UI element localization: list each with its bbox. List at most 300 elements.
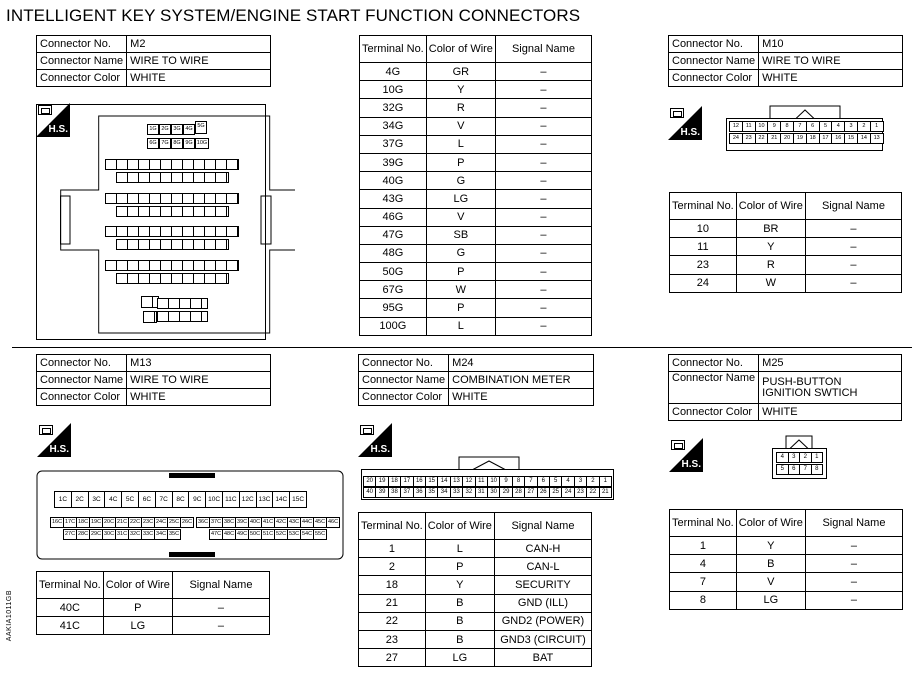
terminal-cavity: 1 xyxy=(870,121,884,132)
terminal-cavity: 10G xyxy=(195,138,209,149)
wire-color-cell: L xyxy=(426,317,495,335)
m2-no: M2 xyxy=(127,36,271,53)
terminal-row xyxy=(359,558,592,576)
terminal-cavity: 40C xyxy=(248,517,262,528)
signal-name-cell: – xyxy=(495,317,591,335)
terminal-cavity: 8 xyxy=(811,464,824,475)
terminal-no-cell: 95G xyxy=(360,299,427,317)
terminal-row xyxy=(360,135,592,153)
terminal-row xyxy=(359,576,592,594)
terminal-cavity-block xyxy=(116,239,229,250)
terminal-cavity: 6 xyxy=(537,476,550,487)
wire-color-cell: BR xyxy=(736,220,805,238)
terminal-cavity: 22 xyxy=(586,487,599,498)
hs-icon: H.S. xyxy=(37,423,71,457)
terminal-row xyxy=(670,220,902,238)
label-connector-color: Connector Color xyxy=(669,404,759,421)
terminal-cavity: 55C xyxy=(313,529,327,540)
terminal-cavity: 32 xyxy=(462,487,475,498)
terminal-cavity: 14 xyxy=(857,133,871,144)
terminal-row xyxy=(360,208,592,226)
terminal-cavity: 11 xyxy=(742,121,756,132)
header-color-of-wire: Color of Wire xyxy=(736,510,805,537)
m24-terminal-table xyxy=(358,512,592,667)
wire-color-cell: P xyxy=(426,263,495,281)
terminal-cavity: 33 xyxy=(450,487,463,498)
terminal-cavity: 3C xyxy=(88,491,106,508)
header-terminal-no: Terminal No. xyxy=(37,572,104,599)
terminal-cavity-block xyxy=(116,172,229,183)
terminal-row xyxy=(360,63,592,81)
terminal-cavity: 29 xyxy=(499,487,512,498)
terminal-no-cell: 11 xyxy=(670,238,737,256)
header-terminal-no: Terminal No. xyxy=(670,510,737,537)
hs-icon: H.S. xyxy=(668,106,702,140)
m25-name xyxy=(759,372,902,404)
signal-name-cell: – xyxy=(495,135,591,153)
m2-terminal-table xyxy=(359,35,592,336)
terminal-cavity: 8C xyxy=(172,491,190,508)
wire-color-cell: V xyxy=(426,117,495,135)
terminal-row xyxy=(359,649,592,667)
terminal-cavity: 3 xyxy=(788,452,801,463)
terminal-cavity: 6C xyxy=(138,491,156,508)
terminal-no-cell: 8 xyxy=(670,591,737,609)
terminal-cavity-block xyxy=(157,311,208,322)
terminal-cavity: 39C xyxy=(235,517,249,528)
m2-name: WIRE TO WIRE xyxy=(127,53,271,70)
terminal-no-cell: 47G xyxy=(360,226,427,244)
terminal-cavity: 34C xyxy=(154,529,168,540)
wire-color-cell: GR xyxy=(426,63,495,81)
m10-info-table xyxy=(668,35,903,87)
wire-color-cell: P xyxy=(426,299,495,317)
terminal-no-cell: 39G xyxy=(360,153,427,171)
terminal-cavity: 40 xyxy=(363,487,376,498)
terminal-cavity: 53C xyxy=(287,529,301,540)
terminal-cavity: 5 xyxy=(819,121,833,132)
terminal-cavity: 25C xyxy=(167,517,181,528)
terminal-cavity: 15C xyxy=(289,491,307,508)
signal-name-cell: – xyxy=(495,263,591,281)
label-connector-color: Connector Color xyxy=(37,389,127,406)
terminal-row xyxy=(360,226,592,244)
terminal-cavity: 33C xyxy=(141,529,155,540)
hs-icon: H.S. xyxy=(669,438,703,472)
m25-name-line2: IGNITION SWTICH xyxy=(762,386,858,399)
terminal-no-cell: 40G xyxy=(360,172,427,190)
terminal-no-cell: 18 xyxy=(359,576,426,594)
terminal-cavity: 1C xyxy=(54,491,72,508)
terminal-cavity: 4 xyxy=(776,452,789,463)
terminal-cavity: 18 xyxy=(806,133,820,144)
signal-name-cell: – xyxy=(495,226,591,244)
terminal-cavity: 47C xyxy=(209,529,223,540)
terminal-row xyxy=(360,117,592,135)
terminal-cavity: 13 xyxy=(450,476,463,487)
m25-info-table xyxy=(668,354,902,421)
terminal-cavity: 15 xyxy=(425,476,438,487)
signal-name-cell: BAT xyxy=(494,649,591,667)
terminal-cavity: 4G xyxy=(183,124,195,135)
terminal-row xyxy=(360,244,592,262)
wire-color-cell: Y xyxy=(736,238,805,256)
header-signal-name: Signal Name xyxy=(495,36,591,63)
terminal-cavity: 10 xyxy=(755,121,769,132)
wire-color-cell: R xyxy=(736,256,805,274)
terminal-cavity-block xyxy=(105,226,239,237)
terminal-cavity: 14C xyxy=(272,491,290,508)
terminal-cavity: 8 xyxy=(512,476,525,487)
signal-name-cell: – xyxy=(495,244,591,262)
hs-icon: H.S. xyxy=(36,103,70,137)
signal-name-cell: – xyxy=(805,274,901,292)
label-connector-name: Connector Name xyxy=(669,53,759,70)
terminal-cavity: 17C xyxy=(63,517,77,528)
terminal-row xyxy=(360,99,592,117)
terminal-no-cell: 34G xyxy=(360,117,427,135)
terminal-row xyxy=(37,599,270,617)
label-connector-no: Connector No. xyxy=(359,355,449,372)
terminal-cavity: 20C xyxy=(102,517,116,528)
terminal-cavity: 20 xyxy=(363,476,376,487)
wire-color-cell: LG xyxy=(736,591,805,609)
terminal-no-cell: 43G xyxy=(360,190,427,208)
hs-icon: H.S. xyxy=(358,423,392,457)
wire-color-cell: B xyxy=(425,612,494,630)
terminal-cavity: 2 xyxy=(799,452,812,463)
terminal-no-cell: 4G xyxy=(360,63,427,81)
terminal-cavity: 37 xyxy=(400,487,413,498)
terminal-row xyxy=(37,617,270,635)
terminal-no-cell: 1 xyxy=(670,537,737,555)
m13-connector-outline xyxy=(36,470,346,562)
label-connector-color: Connector Color xyxy=(37,70,127,87)
terminal-cavity: 3 xyxy=(574,476,587,487)
m24-info-table xyxy=(358,354,594,406)
terminal-row xyxy=(670,238,902,256)
terminal-cavity: 23C xyxy=(141,517,155,528)
terminal-cavity: 36 xyxy=(413,487,426,498)
signal-name-cell: – xyxy=(495,63,591,81)
terminal-cavity: 5 xyxy=(549,476,562,487)
wire-color-cell: Y xyxy=(425,576,494,594)
wire-color-cell: G xyxy=(426,244,495,262)
label-connector-no: Connector No. xyxy=(37,355,127,372)
terminal-row xyxy=(359,630,592,648)
header-signal-name: Signal Name xyxy=(805,510,902,537)
wire-color-cell: P xyxy=(103,599,172,617)
terminal-cavity: 5C xyxy=(121,491,139,508)
terminal-cavity: 19 xyxy=(375,476,388,487)
terminal-cavity: 45C xyxy=(313,517,327,528)
terminal-cavity: 4 xyxy=(831,121,845,132)
m10-terminal-table xyxy=(669,192,902,293)
label-connector-name: Connector Name xyxy=(37,53,127,70)
m13-color: WHITE xyxy=(127,389,271,406)
m13-terminal-table xyxy=(36,571,270,635)
terminal-cavity: 27C xyxy=(63,529,77,540)
signal-name-cell: – xyxy=(495,208,591,226)
terminal-row xyxy=(359,594,592,612)
terminal-cavity: 3G xyxy=(171,124,183,135)
m10-no: M10 xyxy=(759,36,903,53)
terminal-row xyxy=(670,537,903,555)
m13-name: WIRE TO WIRE xyxy=(127,372,271,389)
signal-name-cell: – xyxy=(495,299,591,317)
terminal-cavity: 23 xyxy=(742,133,756,144)
header-signal-name: Signal Name xyxy=(172,572,269,599)
wire-color-cell: W xyxy=(736,274,805,292)
terminal-no-cell: 21 xyxy=(359,594,426,612)
terminal-cavity: 5 xyxy=(776,464,789,475)
header-color-of-wire: Color of Wire xyxy=(425,513,494,540)
terminal-row xyxy=(670,555,903,573)
signal-name-cell: CAN-L xyxy=(494,558,591,576)
terminal-cavity: 32C xyxy=(128,529,142,540)
terminal-row xyxy=(670,573,903,591)
terminal-cavity: 12C xyxy=(239,491,257,508)
terminal-cavity: 6 xyxy=(788,464,801,475)
terminal-cavity: 24 xyxy=(561,487,574,498)
terminal-no-cell: 100G xyxy=(360,317,427,335)
terminal-cavity: 10C xyxy=(205,491,223,508)
wire-color-cell: L xyxy=(425,540,494,558)
terminal-cavity: 18 xyxy=(388,476,401,487)
terminal-cavity: 7C xyxy=(155,491,173,508)
signal-name-cell: – xyxy=(805,591,902,609)
terminal-cavity: 16C xyxy=(50,517,64,528)
terminal-cavity: 11C xyxy=(222,491,240,508)
terminal-no-cell: 40C xyxy=(37,599,104,617)
m24-color: WHITE xyxy=(449,389,594,406)
header-terminal-no: Terminal No. xyxy=(359,513,426,540)
terminal-cavity: 15 xyxy=(844,133,858,144)
terminal-cavity: 12 xyxy=(462,476,475,487)
terminal-cavity: 25 xyxy=(549,487,562,498)
terminal-cavity: 43C xyxy=(287,517,301,528)
terminal-cavity: 51C xyxy=(261,529,275,540)
wire-color-cell: Y xyxy=(736,537,805,555)
terminal-row xyxy=(359,612,592,630)
terminal-cavity: 31 xyxy=(475,487,488,498)
terminal-no-cell: 10 xyxy=(670,220,737,238)
wire-color-cell: LG xyxy=(426,190,495,208)
terminal-cavity: 28 xyxy=(512,487,525,498)
m10-name: WIRE TO WIRE xyxy=(759,53,903,70)
label-connector-name: Connector Name xyxy=(669,372,759,404)
terminal-cavity: 2G xyxy=(159,124,171,135)
header-color-of-wire: Color of Wire xyxy=(103,572,172,599)
header-signal-name: Signal Name xyxy=(494,513,591,540)
label-connector-no: Connector No. xyxy=(669,355,759,372)
terminal-cavity: 2 xyxy=(586,476,599,487)
terminal-cavity: 48C xyxy=(222,529,236,540)
terminal-row xyxy=(670,591,903,609)
terminal-no-cell: 2 xyxy=(359,558,426,576)
header-terminal-no: Terminal No. xyxy=(670,193,737,220)
terminal-no-cell: 46G xyxy=(360,208,427,226)
terminal-cavity: 49C xyxy=(235,529,249,540)
terminal-cavity: 39 xyxy=(375,487,388,498)
terminal-cavity: 42C xyxy=(274,517,288,528)
terminal-cavity: 30 xyxy=(487,487,500,498)
label-connector-name: Connector Name xyxy=(359,372,449,389)
signal-name-cell: – xyxy=(805,238,901,256)
terminal-cavity: 5G xyxy=(195,121,207,134)
terminal-cavity: 30C xyxy=(102,529,116,540)
terminal-cavity: 7 xyxy=(799,464,812,475)
terminal-cavity: 26C xyxy=(180,517,194,528)
signal-name-cell: CAN-H xyxy=(494,540,591,558)
terminal-cavity-block xyxy=(105,260,239,271)
terminal-cavity: 9 xyxy=(499,476,512,487)
terminal-cavity: 38C xyxy=(222,517,236,528)
terminal-cavity: 21 xyxy=(767,133,781,144)
terminal-cavity: 19C xyxy=(89,517,103,528)
m25-terminal-table xyxy=(669,509,903,610)
terminal-cavity-block xyxy=(116,206,229,217)
terminal-no-cell: 1 xyxy=(359,540,426,558)
terminal-cavity: 22 xyxy=(755,133,769,144)
terminal-cavity: 7 xyxy=(524,476,537,487)
terminal-row xyxy=(360,190,592,208)
terminal-cavity: 18C xyxy=(76,517,90,528)
header-terminal-no: Terminal No. xyxy=(360,36,427,63)
signal-name-cell: – xyxy=(495,281,591,299)
terminal-cavity: 9 xyxy=(767,121,781,132)
terminal-cavity: 22C xyxy=(128,517,142,528)
terminal-no-cell: 41C xyxy=(37,617,104,635)
signal-name-cell: SECURITY xyxy=(494,576,591,594)
terminal-cavity: 24 xyxy=(729,133,743,144)
terminal-cavity: 20 xyxy=(780,133,794,144)
terminal-cavity: 7G xyxy=(159,138,171,149)
terminal-cavity: 4C xyxy=(104,491,122,508)
terminal-cavity: 28C xyxy=(76,529,90,540)
terminal-row xyxy=(360,299,592,317)
page-title: INTELLIGENT KEY SYSTEM/ENGINE START FUNCTION CONNECTORS xyxy=(6,6,581,25)
terminal-cavity: 23 xyxy=(574,487,587,498)
terminal-cavity: 9G xyxy=(183,138,195,149)
terminal-cavity: 16 xyxy=(413,476,426,487)
terminal-no-cell: 50G xyxy=(360,263,427,281)
terminal-no-cell: 67G xyxy=(360,281,427,299)
terminal-cavity: 6G xyxy=(147,138,159,149)
signal-name-cell: – xyxy=(172,617,269,635)
m24-no: M24 xyxy=(449,355,594,372)
terminal-cavity: 31C xyxy=(115,529,129,540)
m13-no: M13 xyxy=(127,355,271,372)
terminal-cavity: 2C xyxy=(71,491,89,508)
terminal-cavity: 21 xyxy=(599,487,612,498)
terminal-cavity: 29C xyxy=(89,529,103,540)
terminal-cavity: 38 xyxy=(388,487,401,498)
signal-name-cell: GND (ILL) xyxy=(494,594,591,612)
wire-color-cell: B xyxy=(736,555,805,573)
terminal-row xyxy=(670,274,902,292)
terminal-no-cell: 23 xyxy=(359,630,426,648)
terminal-no-cell: 4 xyxy=(670,555,737,573)
terminal-cavity: 6 xyxy=(806,121,820,132)
wire-color-cell: V xyxy=(736,573,805,591)
terminal-row xyxy=(360,281,592,299)
terminal-no-cell: 23 xyxy=(670,256,737,274)
terminal-cavity: 8 xyxy=(780,121,794,132)
signal-name-cell: – xyxy=(495,190,591,208)
terminal-cavity: 7 xyxy=(793,121,807,132)
terminal-cavity: 17 xyxy=(819,133,833,144)
terminal-cavity: 41C xyxy=(261,517,275,528)
wire-color-cell: V xyxy=(426,208,495,226)
signal-name-cell: – xyxy=(495,172,591,190)
terminal-cavity: 50C xyxy=(248,529,262,540)
wire-color-cell: Y xyxy=(426,81,495,99)
signal-name-cell: – xyxy=(495,99,591,117)
signal-name-cell: – xyxy=(805,256,901,274)
wire-color-cell: G xyxy=(426,172,495,190)
terminal-no-cell: 27 xyxy=(359,649,426,667)
terminal-cavity: 35 xyxy=(425,487,438,498)
terminal-cavity: 8G xyxy=(171,138,183,149)
terminal-cavity: 24C xyxy=(154,517,168,528)
wire-color-cell: P xyxy=(425,558,494,576)
terminal-cavity: 4 xyxy=(561,476,574,487)
terminal-cavity: 44C xyxy=(300,517,314,528)
signal-name-cell: – xyxy=(495,153,591,171)
section-divider xyxy=(12,347,912,348)
wire-color-cell: W xyxy=(426,281,495,299)
signal-name-cell: – xyxy=(805,573,902,591)
terminal-cavity-block xyxy=(143,311,157,323)
terminal-row xyxy=(360,81,592,99)
wire-color-cell: B xyxy=(425,594,494,612)
terminal-cavity: 46C xyxy=(326,517,340,528)
terminal-row xyxy=(360,172,592,190)
terminal-cavity: 54C xyxy=(300,529,314,540)
terminal-no-cell: 32G xyxy=(360,99,427,117)
terminal-cavity-block xyxy=(105,193,239,204)
label-connector-color: Connector Color xyxy=(669,70,759,87)
terminal-row xyxy=(360,317,592,335)
terminal-cavity: 52C xyxy=(274,529,288,540)
m10-color: WHITE xyxy=(759,70,903,87)
wire-color-cell: LG xyxy=(425,649,494,667)
wire-color-cell: P xyxy=(426,153,495,171)
terminal-cavity: 21C xyxy=(115,517,129,528)
label-connector-no: Connector No. xyxy=(669,36,759,53)
wire-color-cell: L xyxy=(426,135,495,153)
signal-name-cell: – xyxy=(805,220,901,238)
terminal-cavity: 3 xyxy=(844,121,858,132)
terminal-cavity: 1 xyxy=(599,476,612,487)
terminal-cavity-block xyxy=(157,298,208,309)
header-signal-name: Signal Name xyxy=(805,193,901,220)
signal-name-cell: GND2 (POWER) xyxy=(494,612,591,630)
terminal-cavity-block xyxy=(105,159,239,170)
signal-name-cell: – xyxy=(495,117,591,135)
m25-color: WHITE xyxy=(759,404,902,421)
terminal-cavity: 34 xyxy=(437,487,450,498)
terminal-cavity: 11 xyxy=(475,476,488,487)
terminal-cavity: 16 xyxy=(831,133,845,144)
terminal-cavity: 13 xyxy=(870,133,884,144)
terminal-cavity: 26 xyxy=(537,487,550,498)
terminal-cavity-block xyxy=(116,273,229,284)
terminal-cavity: 9C xyxy=(188,491,206,508)
terminal-cavity: 1 xyxy=(811,452,824,463)
m2-color: WHITE xyxy=(127,70,271,87)
